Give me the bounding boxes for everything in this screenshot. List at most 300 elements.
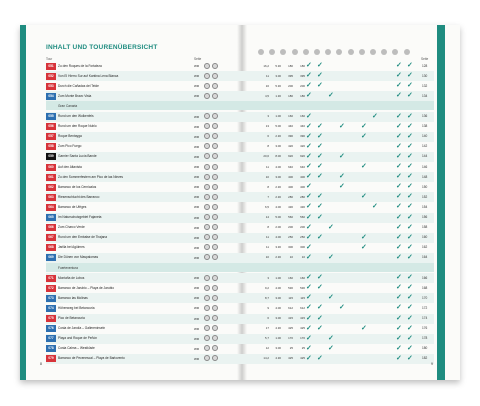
page-edge-right [437,25,445,380]
tour-name: Barranco de Ufriges [58,204,87,209]
distance-value: 8 [267,144,269,149]
route-type-icon [204,153,210,159]
distance-value: 11 [265,235,269,240]
page-reference: 156 [422,215,428,219]
table-row[interactable] [46,293,434,303]
table-row[interactable] [46,314,434,324]
check-icon: ✓ [396,314,402,322]
page-reference: 132 [422,83,428,88]
ascent-value: 420 [288,144,293,149]
check-icon: ✓ [306,112,312,120]
table-row[interactable] [46,253,434,263]
descent-icon [292,49,298,55]
tour-column-header: Tour [46,57,53,61]
route-type-icon [204,355,210,361]
ascent-value: 425 [288,356,293,361]
check-icon: ✓ [306,253,312,261]
check-icon: ✓ [306,173,312,181]
page-title: INHALT UND TOURENÜBERSICHT [46,44,158,51]
terrain-icon [212,164,218,170]
difficulty-label: WR [194,175,199,180]
check-icon: ✓ [407,233,413,241]
difficulty-label: WR [194,306,199,311]
tour-name: Pico de Betancuria [58,316,85,320]
ascent-value: 390 [288,134,293,139]
check-icon: ✓ [372,203,378,211]
descent-value: 440 [300,124,305,129]
distance-value: 13 [265,124,269,129]
check-icon: ✓ [407,314,413,322]
terrain-icon [212,184,218,190]
ascent-value: 200 [288,83,293,88]
page-reference: 166 [422,275,428,280]
terrain-icon [212,234,218,240]
check-icon: ✓ [396,203,402,211]
check-icon: ✓ [396,122,402,130]
duration-value: 2.30 [275,134,281,139]
tour-number-badge: 066 [46,224,56,231]
difficulty-label: WR [194,235,199,240]
check-icon: ✓ [317,142,323,150]
check-icon: ✓ [407,152,413,160]
check-icon: ✓ [407,122,413,130]
tour-number-badge: 078 [46,345,56,352]
ascent-value: 395 [288,73,293,78]
tour-number-badge: 069 [46,254,56,261]
descent-value: 920 [300,154,305,159]
section-header [46,101,434,110]
terrain-icon [212,244,218,250]
table-row[interactable] [46,202,434,212]
difficulty-label: WR [194,165,199,169]
tour-number-badge: 074 [46,305,56,312]
check-icon: ✓ [306,243,312,251]
check-icon: ✓ [407,223,413,231]
distance-value: 6,5 [264,204,269,209]
check-icon: ✓ [317,213,323,221]
duration-value: 3.00 [275,346,281,351]
difficulty-label: WR [194,296,199,301]
table-row[interactable] [46,344,434,354]
check-icon: ✓ [317,203,323,211]
ascent-value: 250 [288,235,293,240]
table-row[interactable] [46,273,434,283]
check-icon: ✓ [407,72,413,80]
route-type-icon [204,113,210,119]
route-type-icon [204,73,210,79]
food-icon [348,49,354,55]
check-icon: ✓ [396,163,402,170]
tour-name: Jarilla bei Agüimes [58,245,85,250]
table-row[interactable] [46,152,434,162]
tour-number-badge: 061 [46,174,56,181]
check-icon: ✓ [407,304,413,312]
check-icon: ✓ [317,274,323,282]
terrain-icon [212,133,218,139]
distance-value: 9,2 [264,285,269,290]
tour-number-badge: 075 [46,315,56,322]
section-label: Fuerteventura [58,265,78,270]
table-row[interactable] [46,223,434,233]
ascent-value: 920 [288,154,293,159]
duration-value: 2.30 [275,255,281,260]
duration-value: 3.00 [275,316,281,320]
duration-value: 4.00 [275,235,281,240]
route-type-icon [204,63,210,69]
tour-number-badge: 072 [46,285,56,292]
table-row[interactable] [46,112,434,122]
descent-value: 200 [300,225,305,230]
terrain-icon [212,305,218,311]
tour-name: Rund um den Roque Nublo [58,124,97,129]
distance-value: 16,2 [263,63,269,68]
page-reference: 128 [422,63,428,68]
tour-name: Montaña de Lobos [58,275,85,280]
ascent-value: 280 [288,194,293,199]
family-icon [359,49,365,55]
table-row[interactable] [46,71,434,81]
check-icon: ✓ [317,324,323,332]
check-icon: ✓ [317,304,323,312]
difficulty-label: WR [194,225,199,230]
tour-number-badge: 079 [46,355,56,362]
table-row[interactable] [46,192,434,202]
table-row[interactable] [46,233,434,243]
tour-number-badge: 051 [46,63,56,70]
table-row[interactable] [46,334,434,344]
check-icon: ✓ [328,223,334,231]
terrain-icon [212,345,218,351]
descent-value: 400 [300,184,305,189]
terrain-icon [212,254,218,260]
check-icon: ✓ [306,122,312,130]
check-icon: ✓ [361,233,367,241]
page-reference: 154 [422,204,428,209]
check-icon: ✓ [407,354,413,362]
tour-name: Zum Charco Verde [58,225,85,230]
descent-value: 180 [300,63,305,68]
check-icon: ✓ [306,284,312,292]
route-type-icon [204,164,210,170]
difficulty-label: WR [194,316,199,321]
tour-name: Riesenschlucht des Barranco [58,194,100,199]
descent-value: 200 [300,83,305,88]
tour-number-badge: 057 [46,133,56,140]
tour-number-badge: 076 [46,325,56,332]
difficulty-label: WR [194,74,199,79]
descent-value: 10 [301,255,305,260]
difficulty-label: WR [194,245,199,250]
table-row[interactable] [46,213,434,223]
tour-name: Höhenweg bei Betancuria [58,305,95,310]
ascent-value: 180 [288,63,293,68]
descent-value: 530 [300,285,305,290]
page-reference: 146 [422,164,428,169]
table-row[interactable] [46,283,434,293]
terrain-icon [212,123,218,129]
check-icon: ✓ [396,152,402,160]
descent-value: 425 [300,356,305,361]
check-icon: ✓ [328,253,334,261]
check-icon: ✓ [407,112,413,120]
descent-value: 25 [301,346,305,351]
check-icon: ✓ [306,223,312,231]
check-icon: ✓ [317,163,323,170]
duration-value: 5.30 [275,83,281,88]
difficulty-label: WR [194,134,199,139]
tour-number-badge: 059 [46,153,56,160]
difficulty-label: WR [194,356,199,361]
difficulty-label: WR [194,124,199,129]
tour-name: Roque Bentayga [58,134,82,139]
difficulty-label: WR [194,64,199,68]
tour-name: Barranco de los Cernicalos [58,184,97,189]
distance-value: 3 [267,275,269,280]
check-icon: ✓ [407,253,413,261]
table-row[interactable] [46,61,434,71]
duration-value: 2.30 [275,184,281,189]
duration-value: 4.00 [275,285,281,290]
page-reference: 176 [422,326,428,331]
ascent-value: 640 [288,164,293,169]
check-icon: ✓ [361,193,367,201]
check-icon: ✓ [396,294,402,302]
page-reference: 160 [422,235,428,240]
route-type-icon [204,133,210,139]
duration-value: 3.00 [275,73,281,78]
duration-value: 5.00 [275,124,281,129]
section-header [46,263,434,272]
ascent-value: 530 [288,285,293,290]
duration-value: 8.00 [275,154,281,159]
check-icon: ✓ [339,183,345,191]
descent-value: 395 [300,73,305,78]
page-reference: 180 [422,346,428,351]
difficulty-label: WR [194,114,199,119]
descent-value: 400 [300,174,305,179]
page-reference: 158 [422,225,428,230]
check-icon: ✓ [306,304,312,312]
check-icon: ✓ [306,324,312,332]
duration-value: 4.00 [275,204,281,209]
terrain-icon [212,174,218,180]
check-icon: ✓ [396,132,402,140]
tour-name: Costa de Jandía – Galiereninseln [58,326,106,331]
route-type-icon [204,174,210,180]
descent-value: 300 [300,245,305,250]
tour-name: Auf den Altavista [58,164,82,169]
check-icon: ✓ [361,122,367,130]
descent-value: 390 [300,134,305,139]
route-type-icon [204,295,210,301]
check-icon: ✓ [407,324,413,332]
duration-value: 3.00 [275,295,281,300]
page-reference: 138 [422,124,428,129]
route-type-icon [204,254,210,260]
terrain-icon [212,295,218,301]
terrain-icon [212,63,218,69]
descent-value: 160 [300,275,305,280]
check-icon: ✓ [361,163,367,170]
table-row[interactable] [46,182,434,192]
check-icon: ✓ [407,183,413,191]
table-row[interactable] [46,324,434,334]
table-row[interactable] [46,81,434,91]
check-icon: ✓ [372,112,378,120]
tour-name: Von El Hierro Sur auf Kantina Lena Blanca [58,73,119,78]
check-icon: ✓ [407,243,413,251]
check-icon: ✓ [317,314,323,322]
page-reference: 178 [422,336,428,341]
duration-value: 4.30 [275,326,281,331]
ascent-value: 425 [288,326,293,331]
terrain-icon [212,214,218,220]
terrain-icon [212,315,218,321]
table-row[interactable] [46,132,434,142]
difficulty-label: WR [194,215,199,220]
check-icon: ✓ [407,163,413,170]
tour-number-badge: 058 [46,143,56,150]
page-reference: 168 [422,285,428,290]
check-icon: ✓ [306,213,312,221]
ascent-value: 400 [288,184,293,189]
check-icon: ✓ [407,132,413,140]
page-reference: 144 [422,154,428,159]
page-reference: 182 [422,356,428,361]
table-row[interactable] [46,354,434,364]
difficulty-label: WR [194,154,199,159]
distance-value: 11 [265,245,269,250]
descent-value: 560 [300,215,305,219]
check-icon: ✓ [396,223,402,231]
difficulty-label: WR [194,326,199,331]
table-row[interactable] [46,91,434,101]
duration-value: 4.00 [275,164,281,169]
duration-value: 1.30 [275,93,281,98]
ascent-value: 415 [288,316,293,320]
check-icon: ✓ [396,213,402,221]
route-type-icon [204,325,210,331]
tour-number-badge: 063 [46,194,56,201]
check-icon: ✓ [396,233,402,241]
check-icon: ✓ [361,324,367,332]
terrain-icon [212,73,218,79]
tour-number-badge: 054 [46,93,56,100]
check-icon: ✓ [306,354,312,362]
ascent-value: 25 [289,346,293,351]
table-row[interactable] [46,142,434,152]
seite-column-header-left: Seite [194,57,202,61]
route-type-icon [204,234,210,240]
check-icon: ✓ [396,142,402,150]
tour-number-badge: 065 [46,214,56,221]
duration-value: 5.30 [275,63,281,68]
tour-name: Barranco de Jarubio – Playa de Jarubio [58,285,114,290]
check-icon: ✓ [317,173,323,181]
table-row[interactable] [46,243,434,253]
check-icon: ✓ [361,132,367,140]
check-icon: ✓ [317,62,323,69]
tour-name: Zum Monte Bravo Vista [58,93,92,98]
duration-value: 3.30 [275,245,281,250]
check-icon: ✓ [317,122,323,130]
difficulty-label: WR [194,144,199,149]
distance-value: 9 [267,305,269,310]
tour-name: Rund um den Wolkenfels [58,114,94,118]
distance-value: 11 [265,73,269,78]
distance-icon [258,49,264,55]
page-reference: 172 [422,305,428,310]
check-icon: ✓ [396,72,402,80]
tour-number-badge: 077 [46,335,56,342]
route-type-icon [204,315,210,321]
ascent-value: 170 [288,336,293,341]
table-row[interactable] [46,172,434,182]
check-icon: ✓ [396,354,402,362]
ascent-value: 430 [288,204,293,209]
check-icon: ✓ [306,132,312,140]
tour-name: Barranco las Molinas [58,295,88,300]
check-icon: ✓ [396,324,402,332]
route-type-icon [204,93,210,99]
distance-value: 7 [267,194,269,199]
check-icon: ✓ [396,82,402,90]
duration-value: 1.00 [275,114,281,118]
descent-value: 160 [300,114,305,118]
tour-number-badge: 073 [46,295,56,302]
tour-name: Garnier Santa Lucía Bande [58,154,97,159]
table-row[interactable] [46,122,434,132]
route-type-icon [204,143,210,149]
distance-value: 14 [265,215,269,219]
check-icon: ✓ [328,344,334,352]
tour-number-badge: 067 [46,234,56,241]
difficulty-label: WR [194,276,199,281]
check-icon: ✓ [306,274,312,282]
route-type-icon [204,83,210,89]
check-icon: ✓ [339,122,345,130]
ascent-value: 300 [288,245,293,250]
distance-value: 14,2 [263,356,269,361]
check-icon: ✓ [361,243,367,251]
tour-number-badge: 060 [46,164,56,171]
table-row[interactable] [46,162,434,172]
page-reference: 162 [422,245,428,250]
route-type-icon [204,214,210,220]
check-icon: ✓ [407,203,413,211]
check-icon: ✓ [407,344,413,352]
duration-value: 1.00 [275,275,281,280]
tour-name: Costa Calma – Westküste [58,346,95,351]
tour-number-badge: 071 [46,275,56,282]
descent-value: 280 [300,194,305,199]
check-icon: ✓ [317,152,323,160]
duration-value: 3.00 [275,144,281,149]
check-icon: ✓ [396,253,402,261]
terrain-icon [212,83,218,89]
ascent-value: 160 [288,275,293,280]
difficulty-label: WR [194,195,199,200]
table-row[interactable] [46,303,434,313]
check-icon: ✓ [306,334,312,342]
duration-value: 5.00 [275,215,281,219]
check-icon: ✓ [306,203,312,211]
check-icon: ✓ [396,112,402,120]
check-icon: ✓ [328,334,334,342]
check-icon: ✓ [306,72,312,80]
check-icon: ✓ [317,233,323,241]
duration-value: 4.00 [275,305,281,310]
